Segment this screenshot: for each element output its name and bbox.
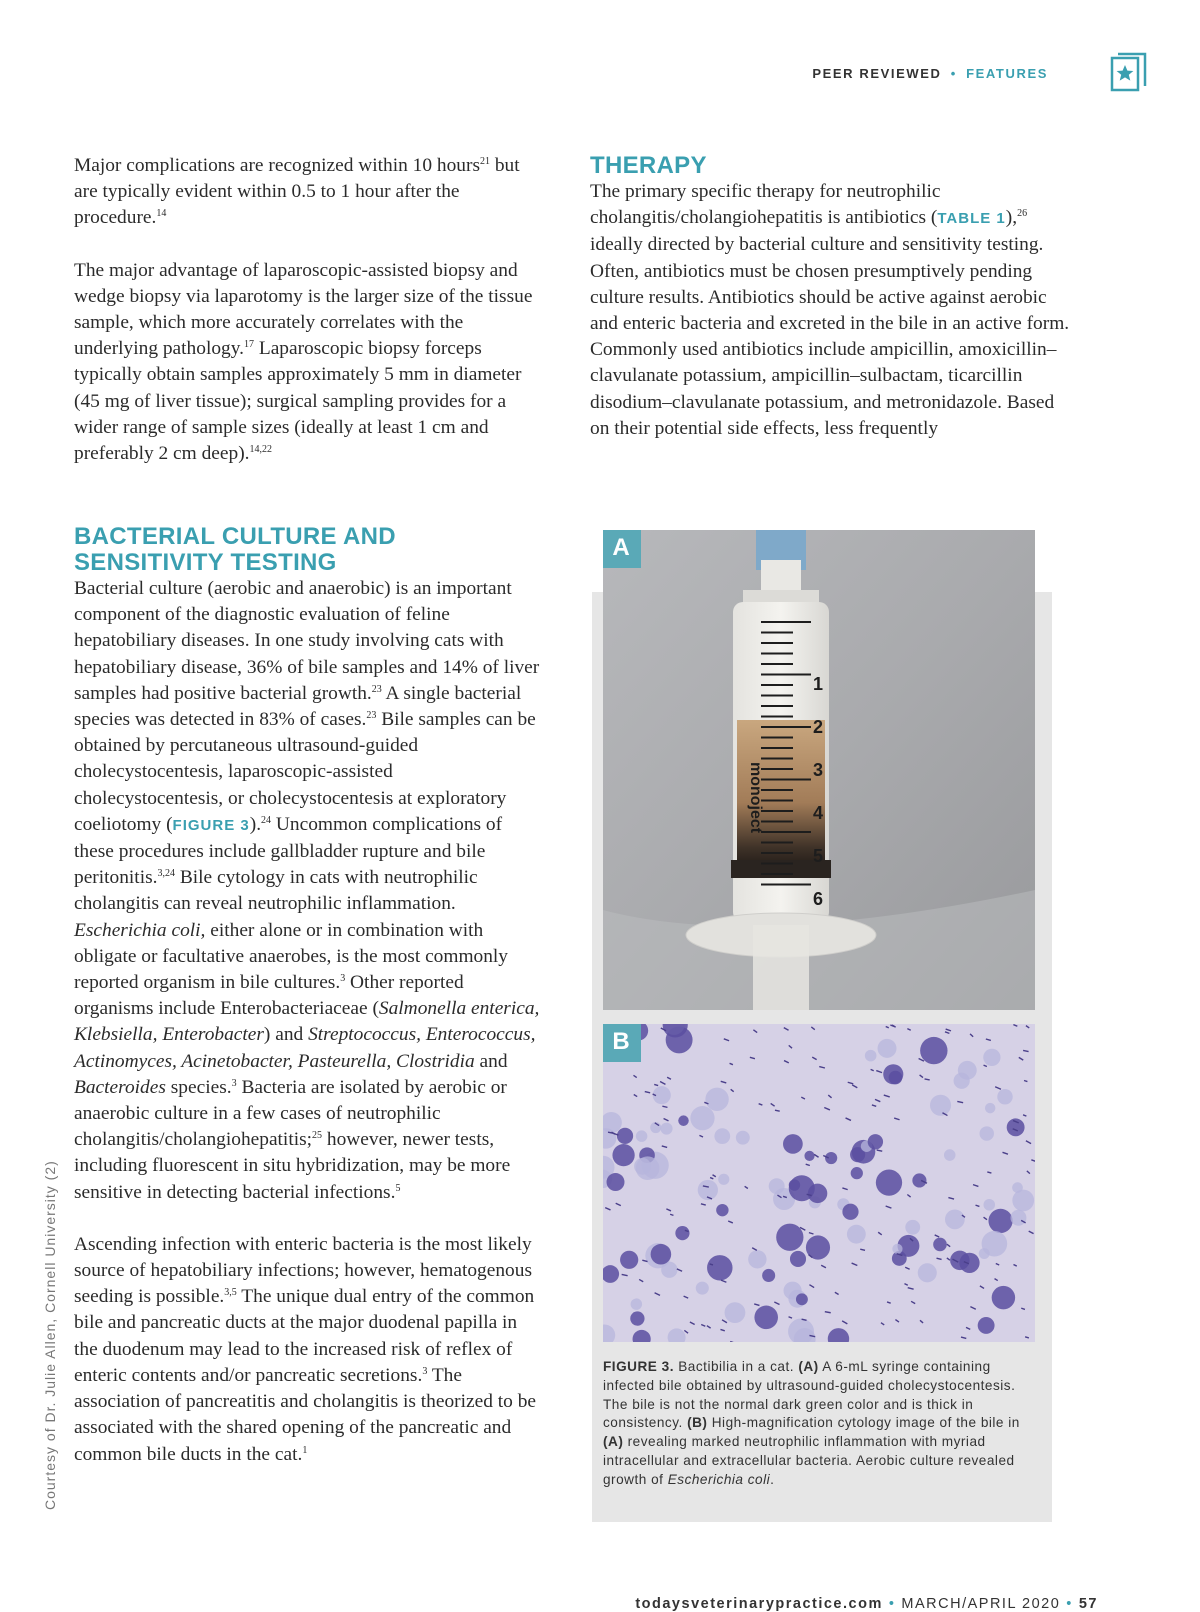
cytology-cell <box>933 1238 947 1252</box>
paragraph: The primary specific therapy for neutrophilic cholangitis/cholangiohepatitis is antibiotics (TABLE 1),$^{26}$ ideally directed by bacterial culture and sensitivity testing. Often, antibiotics must be chosen presumptively pending culture results. Antibiotics should be active against aerobic and enteric bacteria and excreted in the bile in an active form. Commonly used antibiotics include ampicillin, amoxicillin–clavulanate potassium, ampicillin–sulbactam, ticarcillin disodium–clavulanate potassium, and metronidazole. Based on their potential side effects, less frequently <box>590 179 1070 442</box>
figure-reference-link[interactable]: FIGURE 3 <box>173 817 250 834</box>
cytology-cell <box>725 1302 746 1323</box>
syringe-mark-label: 1 <box>813 674 823 694</box>
cytology-cell <box>930 1095 951 1116</box>
cytology-cell <box>714 1128 730 1144</box>
running-header <box>812 66 1048 81</box>
cytology-cell <box>634 1158 651 1175</box>
cytology-cell <box>690 1106 714 1130</box>
syringe-mark-label: 5 <box>813 846 823 866</box>
cytology-cell <box>944 1149 956 1161</box>
cytology-cell <box>992 1286 1015 1309</box>
cytology-cell <box>825 1152 837 1164</box>
cytology-cell <box>754 1306 778 1330</box>
cytology-cell <box>984 1199 996 1211</box>
cytology-cell <box>678 1115 689 1126</box>
cytology-cell <box>718 1174 729 1185</box>
cytology-cell <box>918 1263 937 1282</box>
cytology-cell <box>762 1269 775 1282</box>
cytology-cell <box>748 1250 766 1268</box>
paragraph: Ascending infection with enteric bacteria is the most likely source of hepatobiliary infections; however, hematogenous seeding is possible.$^{3,5}$ The unique dual entry of the common bile and pancreatic ducts at the major duodenal papilla in the duodenum may lead to the increased risk of reflex of enteric contents and/or pancreatic secretions.$^3$ The association of pancreatitis and cholangitis is theorized to be associated with the shared opening of the pancreatic and common bile ducts in the cat.$^1$ <box>74 1232 544 1468</box>
cytology-cell <box>631 1298 642 1309</box>
paragraph: The major advantage of laparoscopic-assisted biopsy and wedge biopsy via laparotomy is the larger size of the tissue sample, which more accurately correlates with the underlying pathology.$^{17}$ Laparoscopic biopsy forceps typically obtain samples approximately 5 mm in diameter (45 mg of liver tissue); surgical sampling provides for a wider range of sample sizes (ideally at least 1 cm and preferably 2 cm deep).$^{14,22}$ <box>74 258 544 468</box>
book-star-icon <box>1110 52 1148 92</box>
cytology-cell <box>978 1317 995 1334</box>
bacterium-rod <box>775 1110 780 1111</box>
syringe-mark-label: 2 <box>813 717 823 737</box>
cytology-cell <box>868 1134 883 1149</box>
cytology-cell <box>620 1251 638 1269</box>
cytology-cell <box>675 1226 689 1240</box>
cytology-cell <box>847 1225 866 1244</box>
cytology-cell <box>736 1131 750 1145</box>
panel-label-b: B <box>603 1024 641 1062</box>
page-footer: todaysveterinarypractice.com • MARCH/APRIL 2020 • 57 <box>635 1596 1098 1612</box>
cytology-cell <box>954 1073 970 1089</box>
cytology-cell <box>796 1293 808 1305</box>
cytology-cell <box>892 1244 902 1254</box>
cytology-cell <box>617 1128 633 1144</box>
cytology-cell <box>789 1175 815 1201</box>
cytology-cell <box>920 1037 947 1064</box>
cytology-cell <box>997 1089 1012 1104</box>
figure-caption: FIGURE 3. Bactibilia in a cat. (A) A 6-mL syringe containing infected bile obtained by ultrasound-guided cholecystocentesis. The bile is not the normal dark green color and is thick in consistency. (B) High-magnification cytology image of the bile in (A) revealing marked neutrophilic inflammation with myriad intracellular and extracellular bacteria. Aerobic culture revealed growth of Escherichia coli. <box>603 1358 1035 1490</box>
cytology-cell <box>636 1130 647 1141</box>
figure-panel-a-syringe-photo <box>603 530 1035 1010</box>
cytology-cell <box>769 1178 785 1194</box>
paragraph: Bacterial culture (aerobic and anaerobic) is an important component of the diagnostic evaluation of feline hepatobiliary diseases. In one study involving cats with hepatobiliary disease, 36% of bile samples and 14% of liver samples had positive bacterial growth.$^{23}$ A single bacterial species was detected in 83% of cases.$^{23}$ Bile samples can be obtained by percutaneous ultrasound-guided cholecystocentesis, laparoscopic-assisted cholecystocentesis, or cholecystocentesis at exploratory coeliotomy (FIGURE 3).$^{24}$ Uncommon complications of these procedures include gallbladder rupture and bile peritonitis.$^{3,24}$ Bile cytology in cats with neutrophilic cholangitis can reveal neutrophilic inflammation. Escherichia coli, either alone or in combination with obligate or facultative anaerobes, is the most commonly reported organism in bile cultures.$^3$ Other reported organisms include Enterobacteriaceae (Salmonella enterica, Klebsiella, Enterobacter) and Streptococcus, Enterococcus, Actinomyces, Acinetobacter, Pasteurella, Clostridia and Bacteroides species.$^3$ Bacteria are isolated by aerobic or anaerobic culture in a few cases of neutrophilic cholangitis/cholangiohepatitis;$^{25}$ however, newer tests, including fluorescent in situ hybridization, may be more sensitive in detecting bacterial infections.$^5$ <box>74 576 544 1206</box>
cytology-cell <box>790 1251 806 1267</box>
photo-credit: Courtesy of Dr. Julie Allen, Cornell University (2) <box>42 1160 58 1510</box>
cytology-cell <box>842 1204 858 1220</box>
figure-panel-b-cytology-image <box>603 1024 1035 1342</box>
cytology-cell <box>696 1282 709 1295</box>
syringe-mark-label: 6 <box>813 889 823 909</box>
cytology-cell <box>878 1039 897 1058</box>
cytology-cell <box>607 1173 625 1191</box>
cytology-cell <box>651 1244 672 1265</box>
cytology-cell <box>630 1311 644 1325</box>
cytology-cell <box>851 1167 863 1179</box>
syringe-mark-label: 4 <box>813 803 823 823</box>
cytology-cell <box>1012 1190 1034 1212</box>
header-section: PEER REVIEWED <box>812 66 941 81</box>
cytology-cell <box>804 1151 814 1161</box>
footer-site: todaysveterinarypractice.com <box>635 1596 883 1612</box>
bacterium-rod <box>710 1264 713 1265</box>
header-separator: • <box>951 66 957 81</box>
therapy-section <box>590 153 1070 442</box>
cytology-cell <box>705 1088 728 1111</box>
cytology-cell <box>612 1144 634 1166</box>
cytology-cell <box>776 1224 803 1251</box>
cytology-cell <box>783 1134 803 1154</box>
footer-issue: MARCH/APRIL 2020 <box>901 1596 1060 1612</box>
header-section-features: FEATURES <box>966 66 1048 81</box>
table-reference-link[interactable]: TABLE 1 <box>937 210 1005 227</box>
cytology-cell <box>982 1231 1008 1257</box>
cytology-cell <box>983 1049 1000 1066</box>
bacterial-culture-section <box>74 524 544 1468</box>
syringe-mark-label: 3 <box>813 760 823 780</box>
cytology-cell <box>876 1169 902 1195</box>
cytology-cell <box>716 1204 728 1216</box>
cytology-cell <box>945 1209 965 1229</box>
cytology-cell <box>707 1255 732 1280</box>
cytology-cell <box>988 1209 1012 1233</box>
cytology-cell <box>905 1220 920 1235</box>
cytology-cell <box>912 1173 926 1187</box>
cytology-cell <box>980 1126 994 1140</box>
cytology-cell <box>959 1253 979 1273</box>
section-heading: BACTERIAL CULTURE AND SENSITIVITY TESTING <box>74 524 544 576</box>
therapy-heading: THERAPY <box>590 153 1070 179</box>
cytology-cell <box>985 1103 995 1113</box>
left-column-intro <box>74 153 544 467</box>
bacterium-rod <box>1024 1081 1027 1082</box>
cytology-cell <box>889 1071 903 1085</box>
panel-label-a: A <box>603 530 641 568</box>
page-number: 57 <box>1079 1596 1098 1612</box>
cytology-cell <box>1012 1182 1023 1193</box>
cytology-cell <box>865 1050 877 1062</box>
paragraph: Major complications are recognized within 10 hours$^{21}$ but are typically evident within 0.5 to 1 hour after the procedure.$^{14}$ <box>74 153 544 232</box>
syringe-brand-text: monoject <box>747 762 764 834</box>
cytology-cell <box>1010 1210 1026 1226</box>
cytology-cell <box>661 1123 673 1135</box>
